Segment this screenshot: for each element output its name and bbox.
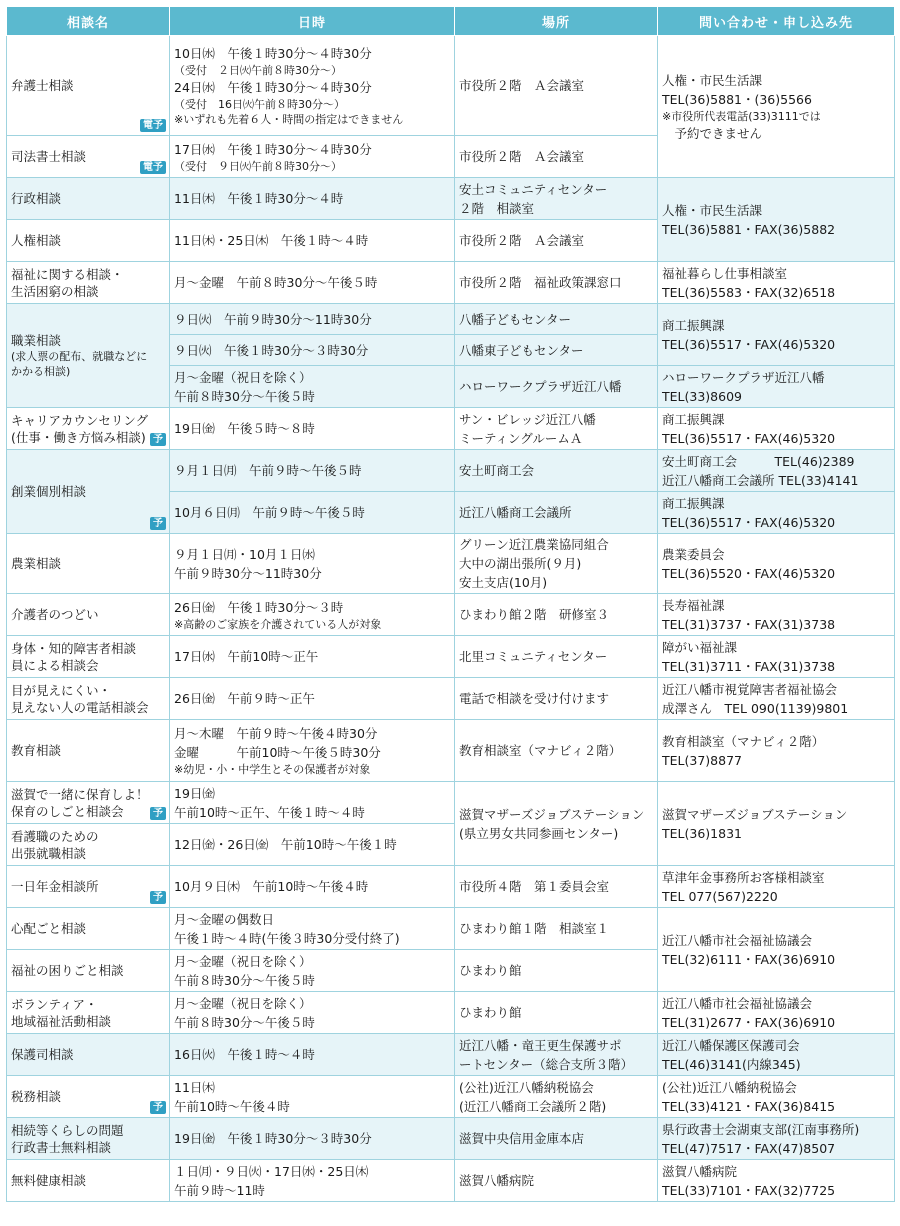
contact-line: 長寿福祉課 [662,597,725,613]
consultation-name: 職業相談 [11,333,62,348]
place-line: ２階 相談室 [459,200,535,216]
consultation-name-cell [7,36,170,136]
place-line: 滋賀マザーズジョブステーション [459,806,645,822]
datetime-line: （受付 ２日㈫午前８時30分〜） [174,64,342,77]
table-row [7,866,895,908]
contact-line: TEL(46)3141(内線345) [662,1056,801,1072]
contact-line: TEL(33)4121・FAX(36)8415 [662,1098,836,1114]
contact-line: 障がい福祉課 [662,639,738,655]
place-line: 北里コミュニティセンター [459,649,608,664]
contact-line: 近江八幡保護区保護司会 [662,1037,800,1053]
contact-cell [658,1034,895,1076]
consultation-name: 相続等くらしの問題 [11,1122,124,1138]
datetime-cell [170,304,455,335]
contact-cell [658,366,895,408]
datetime-line: 26日㈮ 午前９時〜正午 [174,691,315,706]
datetime-line: 午前８時30分〜午後５時 [174,1014,315,1030]
contact-cell [658,594,895,636]
place-cell [455,866,658,908]
place-line: ートセンター（総合支所３階） [459,1056,634,1072]
contact-line: 近江八幡市視覚障害者福祉協会 [662,681,838,697]
consultation-name: 創業個別相談 [11,484,87,499]
consultation-name-cell [7,950,170,992]
datetime-line: ９月１日㈪ 午前９時〜午後５時 [174,463,362,478]
reservation-badge: 予 [150,433,166,446]
contact-cell [658,908,895,992]
consultation-name-cell [7,534,170,594]
datetime-line: 10月６日㈪ 午前９時〜午後５時 [174,505,365,520]
datetime-cell [170,262,455,304]
datetime-line: 19日㈮ 午後１時30分〜３時30分 [174,1131,372,1146]
place-line: 近江八幡商工会議所 [459,505,572,520]
place-cell [455,992,658,1034]
datetime-cell [170,992,455,1034]
consultation-name: 福祉に関する相談・ [11,266,124,282]
table-row [7,782,895,824]
contact-line: TEL(33)7101・FAX(32)7725 [662,1182,836,1198]
datetime-line: 月〜金曜（祝日を除く） [174,369,312,385]
datetime-cell [170,1118,455,1160]
contact-cell [658,304,895,366]
reservation-badge: 予 [150,1101,166,1114]
consultation-name-cell [7,824,170,866]
datetime-line: ９日㈫ 午後１時30分〜３時30分 [174,342,369,358]
datetime-cell [170,220,455,262]
datetime-cell [170,824,455,866]
consultation-name: 行政相談 [11,191,62,206]
place-line: 安土町商工会 [459,463,535,478]
place-line: (公社)近江八幡納税協会 [459,1079,594,1095]
contact-cell [658,534,895,594]
datetime-cell [170,782,455,824]
contact-line: 安土町商工会 TEL(46)2389 [662,453,855,469]
datetime-cell [170,450,455,492]
consultation-name: 人権相談 [11,233,62,248]
contact-line: 近江八幡市社会福祉協議会 [662,932,813,948]
consultation-name: 農業相談 [11,556,62,571]
place-cell [455,720,658,782]
datetime-cell [170,720,455,782]
place-cell [455,450,658,492]
place-cell [455,950,658,992]
contact-line: (公社)近江八幡納税協会 [662,1079,797,1095]
place-cell [455,492,658,534]
datetime-line: 月〜金曜 午前８時30分〜午後５時 [174,275,378,290]
place-line: 市役所２階 Ａ会議室 [459,78,585,93]
table-row [7,908,895,950]
contact-line: 滋賀マザーズジョブステーション [662,806,848,822]
place-cell [455,1118,658,1160]
datetime-line: 16日㈫ 午後１時〜４時 [174,1047,315,1062]
place-line: ひまわり館 [459,963,522,978]
contact-line: 近江八幡市社会福祉協議会 [662,995,813,1011]
place-line: 市役所４階 第１委員会室 [459,879,610,894]
place-cell [455,262,658,304]
datetime-line: 午前10時〜午後４時 [174,1098,290,1114]
contact-cell [658,36,895,178]
datetime-cell [170,178,455,220]
table-row [7,1118,895,1160]
contact-cell [658,492,895,534]
header-name: 相談名 [7,7,170,36]
contact-line: 農業委員会 [662,546,725,562]
contact-cell [658,408,895,450]
datetime-line: 午前９時〜11時 [174,1182,265,1198]
place-cell [455,408,658,450]
contact-line: TEL(47)7517・FAX(47)8507 [662,1140,836,1156]
datetime-line: ※高齢のご家族を介護されている人が対象 [174,617,382,631]
place-line: 滋賀八幡病院 [459,1173,535,1188]
contact-cell [658,678,895,720]
reservation-badge: 電予 [140,119,166,132]
table-row [7,178,895,220]
table-row [7,262,895,304]
consultation-name-cell [7,782,170,824]
consultation-name-cell [7,1076,170,1118]
datetime-cell [170,1076,455,1118]
datetime-cell [170,594,455,636]
datetime-line: 19日㈮ 午後５時〜８時 [174,421,315,436]
contact-line: 県行政書士会湖東支部(江南事務所) [662,1121,860,1137]
consultation-name-cell [7,908,170,950]
consultation-name: 出張就職相談 [11,845,87,861]
consultation-name: 福祉の困りごと相談 [11,963,124,978]
consultation-name: 滋賀で一緒に保育しよ！ [11,786,149,802]
contact-cell [658,178,895,262]
contact-line: TEL(33)8609 [662,388,742,404]
datetime-line: 11日㈭ 午後１時30分〜４時 [174,191,344,206]
place-cell [455,636,658,678]
consultation-name-cell [7,178,170,220]
place-line: サン・ビレッジ近江八幡 [459,411,596,427]
place-line: 滋賀中央信用金庫本店 [459,1131,585,1146]
contact-line: TEL(31)3737・FAX(31)3738 [662,616,836,632]
contact-line: 商工振興課 [662,495,725,511]
consultation-name: 見えない人の電話相談会 [11,699,149,715]
consultation-name-cell [7,304,170,408]
place-cell [455,782,658,866]
datetime-line: 10日㈬ 午後１時30分〜４時30分 [174,46,372,61]
consultation-name: 保育のしごと相談会 [11,803,124,819]
consultation-table [6,6,895,1202]
consultation-name: 保護司相談 [11,1047,74,1062]
place-line: 大中の湖出張所(９月) [459,556,582,571]
datetime-line: 月〜木曜 午前９時〜午後４時30分 [174,726,378,741]
consultation-name: 介護者のつどい [11,607,99,622]
contact-line: ハローワークプラザ近江八幡 [662,369,825,385]
consultation-name: 看護職のための [11,828,99,844]
table-row [7,678,895,720]
contact-line: TEL(31)2677・FAX(36)6910 [662,1014,836,1030]
consultation-name: 司法書士相談 [11,149,87,164]
datetime-line: 月〜金曜（祝日を除く） [174,953,312,969]
contact-line: 商工振興課 [662,317,725,333]
consultation-name-cell [7,866,170,908]
place-cell [455,1076,658,1118]
consultation-name-cell [7,678,170,720]
place-cell [455,36,658,136]
consultation-name-cell [7,1160,170,1202]
contact-line: 商工振興課 [662,411,725,427]
contact-line: 予約できません [662,125,763,141]
consultation-name-cell [7,720,170,782]
header-contact: 問い合わせ・申し込み先 [658,7,895,36]
place-cell [455,678,658,720]
contact-cell [658,1118,895,1160]
table-row [7,594,895,636]
datetime-line: 12日㈮・26日㈮ 午前10時〜午後１時 [174,837,397,852]
table-row [7,1034,895,1076]
datetime-line: 24日㈬ 午後１時30分〜４時30分 [174,80,372,95]
datetime-cell [170,1034,455,1076]
table-row [7,450,895,492]
datetime-line: （受付 ９日㈫午前８時30分〜） [174,159,342,173]
consultation-name: 地域福祉活動相談 [11,1013,112,1029]
table-row [7,720,895,782]
table-row [7,992,895,1034]
contact-cell [658,262,895,304]
datetime-cell [170,866,455,908]
table-row [7,304,895,335]
datetime-line: 月〜金曜（祝日を除く） [174,995,312,1011]
datetime-cell [170,636,455,678]
place-cell [455,366,658,408]
place-line: (県立男女共同参画センター) [459,825,619,841]
reservation-badge: 予 [150,517,166,530]
place-cell [455,1034,658,1076]
datetime-line: 26日㈮ 午後１時30分〜３時 [174,599,344,615]
datetime-cell [170,908,455,950]
consultation-name: 教育相談 [11,743,62,758]
datetime-line: 午前８時30分〜午後５時 [174,388,315,404]
consultation-name: 一日年金相談所 [11,879,99,894]
place-line: 安土支店(10月) [459,575,548,590]
place-line: 八幡東子どもセンター [459,342,584,358]
contact-line: TEL(36)5517・FAX(46)5320 [662,430,836,446]
place-line: 安土コミュニティセンター [459,181,608,197]
datetime-line: 午前９時30分〜11時30分 [174,565,322,581]
place-line: (近江八幡商工会議所２階) [459,1098,607,1114]
contact-line: 福祉暮らし仕事相談室 [662,265,788,281]
table-header-row [7,7,895,36]
consultation-name-note: (求人票の配布、就職などに [11,350,148,363]
consultation-name: キャリアカウンセリング [11,412,149,428]
place-line: 電話で相談を受け付けます [459,691,610,706]
reservation-badge: 予 [150,807,166,820]
place-cell [455,1160,658,1202]
datetime-cell [170,335,455,366]
consultation-name-cell [7,992,170,1034]
contact-cell [658,1160,895,1202]
consultation-name-cell [7,220,170,262]
datetime-line: 11日㈭・25日㈭ 午後１時〜４時 [174,233,369,248]
consultation-name: 税務相談 [11,1089,62,1104]
datetime-line: １日㈪・９日㈫・17日㈬・25日㈭ [174,1163,369,1179]
datetime-line: 午後１時〜４時(午後３時30分受付終了) [174,930,400,946]
header-datetime: 日時 [170,7,455,36]
datetime-line: 17日㈬ 午後１時30分〜４時30分 [174,141,372,157]
contact-cell [658,450,895,492]
place-line: ひまわり館１階 相談室１ [459,921,610,936]
consultation-name-cell [7,262,170,304]
contact-line: ※市役所代表電話(33)3111では [662,109,821,123]
datetime-line: 10月９日㈭ 午前10時〜午後４時 [174,879,369,894]
datetime-line: 午前10時〜正午、午後１時〜４時 [174,804,365,820]
consultation-name: 弁護士相談 [11,78,74,93]
consultation-name-cell [7,136,170,178]
place-cell [455,178,658,220]
header-place: 場所 [455,7,658,36]
datetime-cell [170,534,455,594]
consultation-name-note: かかる相談) [11,365,71,378]
consultation-name: 員による相談会 [11,657,99,673]
table-row [7,36,895,136]
datetime-line: 月〜金曜の偶数日 [174,911,275,927]
place-line: 近江八幡・竜王更生保護サポ [459,1037,622,1053]
place-line: ハローワークプラザ近江八幡 [459,379,622,394]
consultation-name: 目が見えにくい・ [11,682,112,698]
place-cell [455,304,658,335]
contact-line: TEL(31)3711・FAX(31)3738 [662,658,836,674]
consultation-name-cell [7,450,170,534]
reservation-badge: 予 [150,891,166,904]
place-line: ひまわり館２階 研修室３ [459,607,610,622]
place-line: 八幡子どもセンター [459,311,572,327]
contact-line: TEL(36)5881・FAX(36)5882 [662,221,836,237]
place-cell [455,534,658,594]
consultation-name: ボランティア・ [11,996,98,1012]
contact-line: 近江八幡商工会議所 TEL(33)4141 [662,472,859,488]
place-cell [455,908,658,950]
table-row [7,408,895,450]
contact-line: TEL(36)5520・FAX(46)5320 [662,565,836,581]
datetime-line: ９月１日㈪・10月１日㈬ [174,546,315,562]
place-cell [455,335,658,366]
contact-line: TEL(36)5881・(36)5566 [662,91,812,107]
contact-line: TEL(36)5517・FAX(46)5320 [662,514,836,530]
consultation-name: 行政書士無料相談 [11,1139,112,1155]
datetime-cell [170,136,455,178]
consultation-name-cell [7,1118,170,1160]
datetime-line: 金曜 午前10時〜午後５時30分 [174,745,381,760]
contact-cell [658,1076,895,1118]
table-row [7,1160,895,1202]
consultation-name: 身体・知的障害者相談 [11,640,137,656]
datetime-cell [170,950,455,992]
table-row [7,534,895,594]
contact-cell [658,720,895,782]
datetime-cell [170,492,455,534]
consultation-name: 生活困窮の相談 [11,283,99,299]
contact-line: TEL(36)5517・FAX(46)5320 [662,336,836,352]
place-cell [455,220,658,262]
contact-line: TEL(32)6111・FAX(36)6910 [662,951,836,967]
contact-line: 人権・市民生活課 [662,72,763,88]
consultation-name-cell [7,1034,170,1076]
consultation-name: (仕事・働き方悩み相談) [11,429,146,445]
place-cell [455,594,658,636]
datetime-cell [170,36,455,136]
contact-cell [658,866,895,908]
table-row [7,1076,895,1118]
place-line: ひまわり館 [459,1005,522,1020]
consultation-name-cell [7,594,170,636]
table-row [7,636,895,678]
contact-line: TEL(36)5583・FAX(32)6518 [662,284,836,300]
contact-line: 草津年金事務所お客様相談室 [662,869,825,885]
contact-line: TEL(37)8877 [662,752,742,768]
datetime-cell [170,408,455,450]
contact-cell [658,992,895,1034]
place-cell [455,136,658,178]
place-line: 市役所２階 Ａ会議室 [459,149,585,164]
contact-line: TEL 077(567)2220 [662,888,778,904]
contact-cell [658,782,895,866]
place-line: 市役所２階 福祉政策課窓口 [459,275,622,290]
datetime-line: ※幼児・小・中学生とその保護者が対象 [174,763,371,776]
datetime-line: ９日㈫ 午前９時30分〜11時30分 [174,311,372,327]
contact-line: 滋賀八幡病院 [662,1163,738,1179]
datetime-line: 午前８時30分〜午後５時 [174,972,315,988]
place-line: 市役所２階 Ａ会議室 [459,233,585,248]
consultation-name-cell [7,408,170,450]
place-line: グリーン近江農業協同組合 [459,537,609,552]
reservation-badge: 電予 [140,161,166,174]
datetime-line: 17日㈬ 午前10時〜正午 [174,649,319,664]
datetime-line: ※いずれも先着６人・時間の指定はできません [174,113,404,126]
datetime-line: （受付 16日㈫午前８時30分〜） [174,98,345,111]
datetime-cell [170,1160,455,1202]
datetime-cell [170,678,455,720]
consultation-name-cell [7,636,170,678]
contact-cell [658,636,895,678]
consultation-name: 無料健康相談 [11,1173,87,1188]
consultation-name: 心配ごと相談 [11,921,87,936]
contact-line: 成澤さん TEL 090(1139)9801 [662,700,849,716]
contact-line: 教育相談室（マナビィ２階） [662,733,825,749]
place-line: 教育相談室（マナビィ２階） [459,743,622,758]
place-line: ミーティングルームＡ [459,430,583,446]
datetime-cell [170,366,455,408]
contact-line: 人権・市民生活課 [662,202,763,218]
contact-line: TEL(36)1831 [662,825,742,841]
datetime-line: 11日㈭ [174,1079,215,1095]
datetime-line: 19日㈮ [174,785,215,801]
